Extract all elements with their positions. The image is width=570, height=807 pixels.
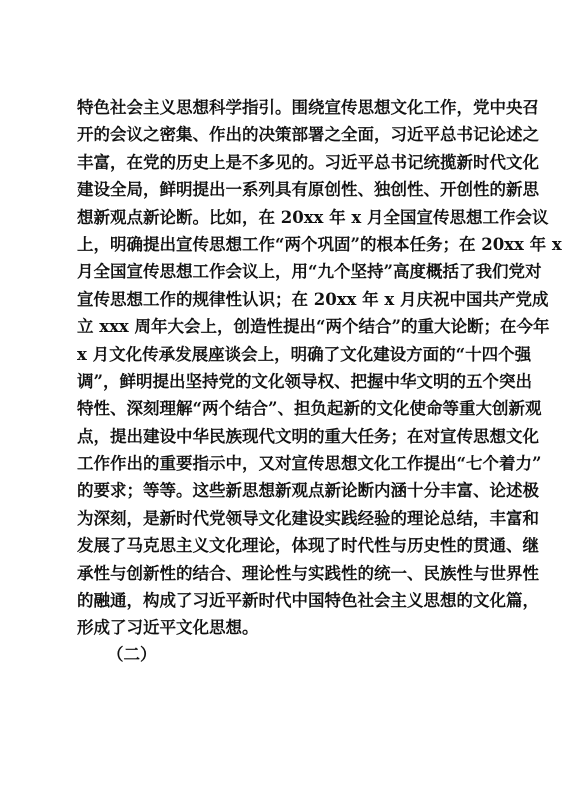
paragraph-line: 发展了马克思主义文化理论，体现了时代性与历史性的贯通、继 [77, 536, 539, 556]
paragraph-line: 特色社会主义思想科学指引。围绕宣传思想文化工作，党中央召 [77, 98, 539, 117]
paragraph-line: 宣传思想工作的规律性认识；在 20xx 年 x 月庆祝中国共产党成 [77, 289, 549, 309]
paragraph-line: 调”，鲜明提出坚持党的文化领导权、把握中华文明的五个突出 [77, 371, 532, 391]
paragraph-line: 特性、深刻理解“两个结合”、担负起新的文化使命等重大创新观 [77, 399, 542, 419]
paragraph-line: 立 xxx 周年大会上，创造性提出“两个结合”的重大论断；在今年 [77, 317, 550, 337]
paragraph-line: 月全国宣传思想工作会议上，用“九个坚持”高度概括了我们党对 [77, 262, 542, 282]
paragraph-line: 的要求；等等。这些新思想新观点新论断内涵十分丰富、论述极 [77, 481, 539, 501]
paragraph-line: 的融通，构成了习近平新时代中国特色社会主义思想的文化篇， [77, 591, 539, 611]
body-paragraph [77, 94, 562, 642]
paragraph-line: 形成了习近平文化思想。 [77, 618, 259, 638]
paragraph-line: 建设全局，鲜明提出一系列具有原创性、独创性、开创性的新思 [77, 180, 539, 200]
paragraph-line: 为深刻，是新时代党领导文化建设实践经验的理论总结，丰富和 [77, 508, 539, 528]
paragraph-line: 上，明确提出宣传思想工作“两个巩固”的根本任务；在 20xx 年 x [77, 234, 562, 254]
section-heading: （二） [107, 645, 157, 664]
paragraph-line: 想新观点新论断。比如，在 20xx 年 x 月全国宣传思想工作会议 [77, 207, 549, 227]
paragraph-line: 承性与创新性的结合、理论性与实践性的统一、民族性与世界性 [77, 563, 539, 583]
paragraph-line: x 月文化传承发展座谈会上，明确了文化建设方面的“十四个强 [77, 344, 532, 364]
paragraph-line: 工作作出的重要指示中，又对宣传思想文化工作提出“七个着力” [77, 454, 542, 474]
paragraph-line: 丰富，在党的历史上是不多见的。习近平总书记统揽新时代文化 [77, 152, 539, 172]
paragraph-line: 开的会议之密集、作出的决策部署之全面，习近平总书记论述之 [77, 125, 539, 145]
paragraph-line: 点，提出建设中华民族现代文明的重大任务；在对宣传思想文化 [77, 426, 539, 446]
